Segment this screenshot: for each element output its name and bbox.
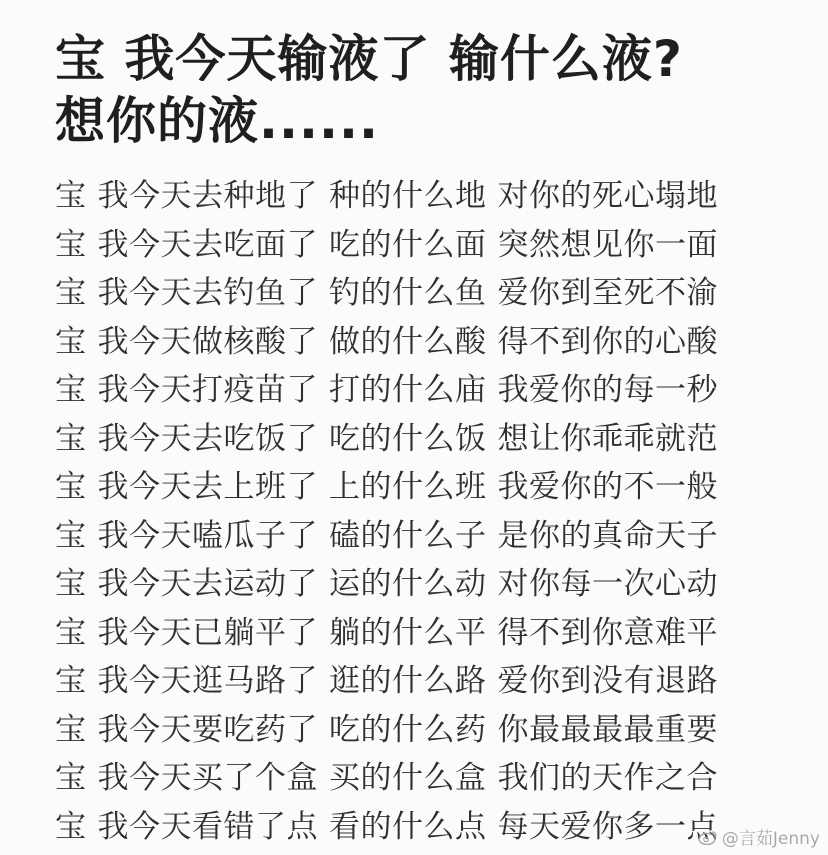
pun-line <box>55 172 825 221</box>
pun-line-segment: 我今天买了个盒 <box>97 760 318 796</box>
headline-line-2: 想你的液...... <box>55 92 379 150</box>
pun-line <box>55 706 825 755</box>
pun-line-segment: 想让你乖乖就范 <box>497 420 718 457</box>
pun-line-segment: 我今天去种地了 <box>97 178 318 214</box>
pun-line <box>55 754 825 803</box>
pun-line-segment: 我今天嗑瓜子了 <box>97 517 318 554</box>
pun-line-segment: 我今天去上班了 <box>97 469 318 505</box>
watermark-text: @言茹Jenny <box>721 829 820 849</box>
pun-line-segment: 种的什么地 <box>329 178 487 214</box>
pun-line-segment: 我今天要吃药了 <box>97 711 318 748</box>
pun-line-segment: 宝 <box>55 711 87 748</box>
pun-line-segment: 我今天看错了点 <box>97 808 318 845</box>
pun-line-segment: 上的什么班 <box>329 469 487 505</box>
pun-line-segment: 吃的什么药 <box>329 711 487 748</box>
pun-line-segment: 我爱你的每一秒 <box>497 372 718 408</box>
pun-line-segment: 吃的什么面 <box>329 226 487 263</box>
pun-line-segment: 磕的什么子 <box>329 517 487 554</box>
pun-line-segment: 我今天去吃面了 <box>97 226 318 263</box>
pun-line-segment: 运的什么动 <box>329 566 487 602</box>
headline <box>55 28 815 152</box>
pun-line-segment: 我今天去运动了 <box>97 566 318 602</box>
pun-line-segment: 宝 <box>55 566 87 602</box>
pun-line <box>55 463 825 512</box>
pun-line-segment: 我今天打疫苗了 <box>97 372 318 408</box>
pun-line-segment: 看的什么点 <box>329 808 487 845</box>
pun-line-segment: 爱你到至死不渝 <box>497 275 718 311</box>
pun-line <box>55 415 825 464</box>
pun-line <box>55 366 825 415</box>
pun-line-segment: 逛的什么路 <box>329 663 487 699</box>
pun-line <box>55 657 825 706</box>
pun-line <box>55 560 825 609</box>
pun-list <box>55 172 825 851</box>
pun-line-segment: 得不到你意难平 <box>497 614 718 651</box>
pun-line-segment: 吃的什么饭 <box>329 420 487 457</box>
pun-line-segment: 宝 <box>55 275 87 311</box>
pun-line-segment: 我今天做核酸了 <box>97 323 318 360</box>
watermark <box>698 824 820 849</box>
pun-line <box>55 609 825 658</box>
pun-line-segment: 是你的真命天子 <box>497 517 718 554</box>
pun-line-segment: 我爱你的不一般 <box>497 469 718 505</box>
pun-line-segment: 宝 <box>55 420 87 457</box>
pun-line-segment: 宝 <box>55 372 87 408</box>
pun-line-segment: 宝 <box>55 663 87 699</box>
pun-line-segment: 打的什么庙 <box>329 372 487 408</box>
pun-line-segment: 买的什么盒 <box>329 760 487 796</box>
headline-line-1: 宝 我今天输液了 输什么液? <box>55 30 683 88</box>
pun-line-segment: 宝 <box>55 323 87 360</box>
pun-line-segment: 宝 <box>55 517 87 554</box>
pun-line-segment: 宝 <box>55 808 87 845</box>
pun-line-segment: 我今天去钓鱼了 <box>97 275 318 311</box>
pun-line-segment: 做的什么酸 <box>329 323 487 360</box>
pun-line <box>55 512 825 561</box>
pun-line-segment: 宝 <box>55 760 87 796</box>
pun-line <box>55 221 825 270</box>
pun-line-segment: 躺的什么平 <box>329 614 487 651</box>
pun-line-segment: 我今天逛马路了 <box>97 663 318 699</box>
pun-line-segment: 对你每一次心动 <box>497 566 718 602</box>
pun-line-segment: 宝 <box>55 469 87 505</box>
pun-line-segment: 爱你到没有退路 <box>497 663 718 699</box>
pun-line-segment: 得不到你的心酸 <box>497 323 718 360</box>
pun-line-segment: 突然想见你一面 <box>497 226 718 263</box>
pun-line-segment: 你最最最最重要 <box>497 711 718 748</box>
weibo-icon <box>698 829 718 845</box>
pun-line-segment: 我们的天作之合 <box>497 760 718 796</box>
pun-line-segment: 我今天已躺平了 <box>97 614 318 651</box>
pun-line-segment: 钓的什么鱼 <box>329 275 487 311</box>
pun-line-segment: 宝 <box>55 226 87 263</box>
pun-line-segment: 我今天去吃饭了 <box>97 420 318 457</box>
pun-line <box>55 318 825 367</box>
pun-line <box>55 269 825 318</box>
pun-line-segment: 每天爱你多一点 <box>497 808 718 845</box>
pun-line-segment: 宝 <box>55 614 87 651</box>
pun-line-segment: 对你的死心塌地 <box>497 178 718 214</box>
pun-line-segment: 宝 <box>55 178 87 214</box>
